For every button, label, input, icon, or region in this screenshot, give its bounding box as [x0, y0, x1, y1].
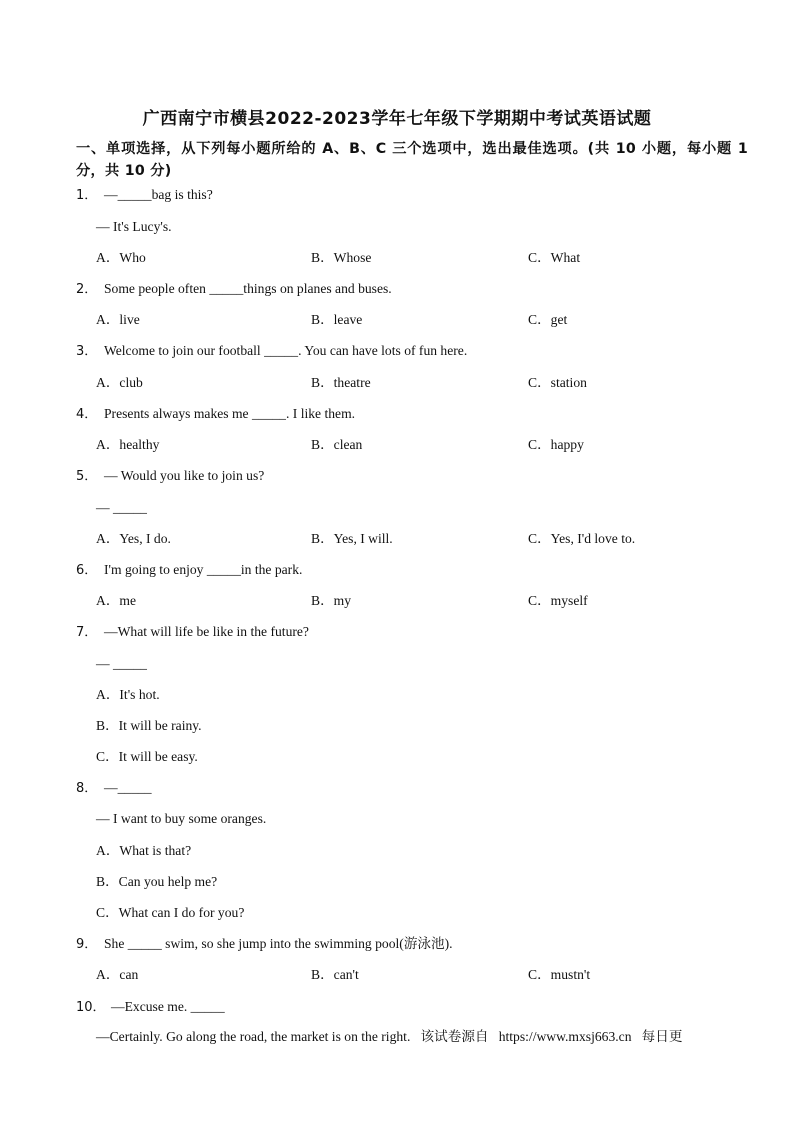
- question-number: 3．: [76, 344, 98, 359]
- dialogue-reply: — _____: [96, 500, 147, 515]
- question-stem: —What will life be like in the future?: [104, 624, 309, 639]
- option-a: A．Who: [96, 250, 146, 265]
- question-stem: She _____ swim, so she jump into the swimming pool(游泳池).: [104, 936, 453, 951]
- option-c: C．It will be easy.: [96, 749, 198, 764]
- option-b: B．Can you help me?: [96, 874, 218, 889]
- option-c: C．What: [528, 250, 581, 265]
- question-number: 1．: [76, 188, 98, 203]
- dialogue-reply: — It's Lucy's.: [96, 219, 172, 234]
- question-stem: Presents always makes me _____. I like them.: [104, 406, 356, 421]
- dialogue-reply: — I want to buy some oranges.: [96, 811, 267, 826]
- question-stem: Welcome to join our football _____. You can have lots of fun here.: [104, 343, 468, 358]
- option-b: B．theatre: [311, 375, 371, 390]
- option-a: A．live: [96, 312, 140, 327]
- option-c: C．mustn't: [528, 967, 591, 982]
- question-number: 7．: [76, 625, 98, 640]
- question-stem: —_____bag is this?: [104, 187, 213, 202]
- question-number: 5．: [76, 469, 98, 484]
- question-number: 8．: [76, 781, 98, 796]
- option-b: B．Yes, I will.: [311, 531, 393, 546]
- question-number: 2．: [76, 282, 98, 297]
- option-c: C．station: [528, 375, 587, 390]
- question-stem: Some people often _____things on planes and buses.: [104, 281, 392, 296]
- option-a: A．Yes, I do.: [96, 531, 171, 546]
- option-b: B．It will be rainy.: [96, 718, 202, 733]
- question-stem: — Would you like to join us?: [104, 468, 265, 483]
- option-c: C．get: [528, 312, 568, 327]
- question-stem: I'm going to enjoy _____in the park.: [104, 562, 303, 577]
- dialogue-reply: — _____: [96, 656, 147, 671]
- option-b: B．my: [311, 593, 352, 608]
- question-number: 6．: [76, 563, 98, 578]
- option-c: C．What can I do for you?: [96, 905, 245, 920]
- option-b: B．Whose: [311, 250, 372, 265]
- question-number: 9．: [76, 937, 98, 952]
- option-a: A．me: [96, 593, 137, 608]
- option-b: B．can't: [311, 967, 359, 982]
- question-stem: —_____: [104, 780, 152, 795]
- option-c: C．myself: [528, 593, 588, 608]
- section-heading: 一、单项选择，从下列每小题所给的 A、B、C 三个选项中，选出最佳选项。(共 10 小题，每小题 1 分，共 10 分): [76, 141, 748, 179]
- option-a: A．What is that?: [96, 843, 192, 858]
- question-stem: —Excuse me. _____: [111, 999, 225, 1014]
- dialogue-reply: —Certainly. Go along the road, the market is on the right. 该试卷源自 https://www.mxsj663.cn 每日更: [96, 1029, 683, 1044]
- option-b: B．clean: [311, 437, 363, 452]
- option-b: B．leave: [311, 312, 363, 327]
- question-number: 10．: [76, 1000, 106, 1015]
- option-c: C．Yes, I'd love to.: [528, 531, 636, 546]
- option-a: A．can: [96, 967, 139, 982]
- option-a: A．club: [96, 375, 143, 390]
- exam-title: 广西南宁市横县2022-2023学年七年级下学期期中考试英语试题: [142, 109, 652, 129]
- option-c: C．happy: [528, 437, 584, 452]
- option-a: A．healthy: [96, 437, 160, 452]
- question-number: 4．: [76, 407, 98, 422]
- option-a: A．It's hot.: [96, 687, 160, 702]
